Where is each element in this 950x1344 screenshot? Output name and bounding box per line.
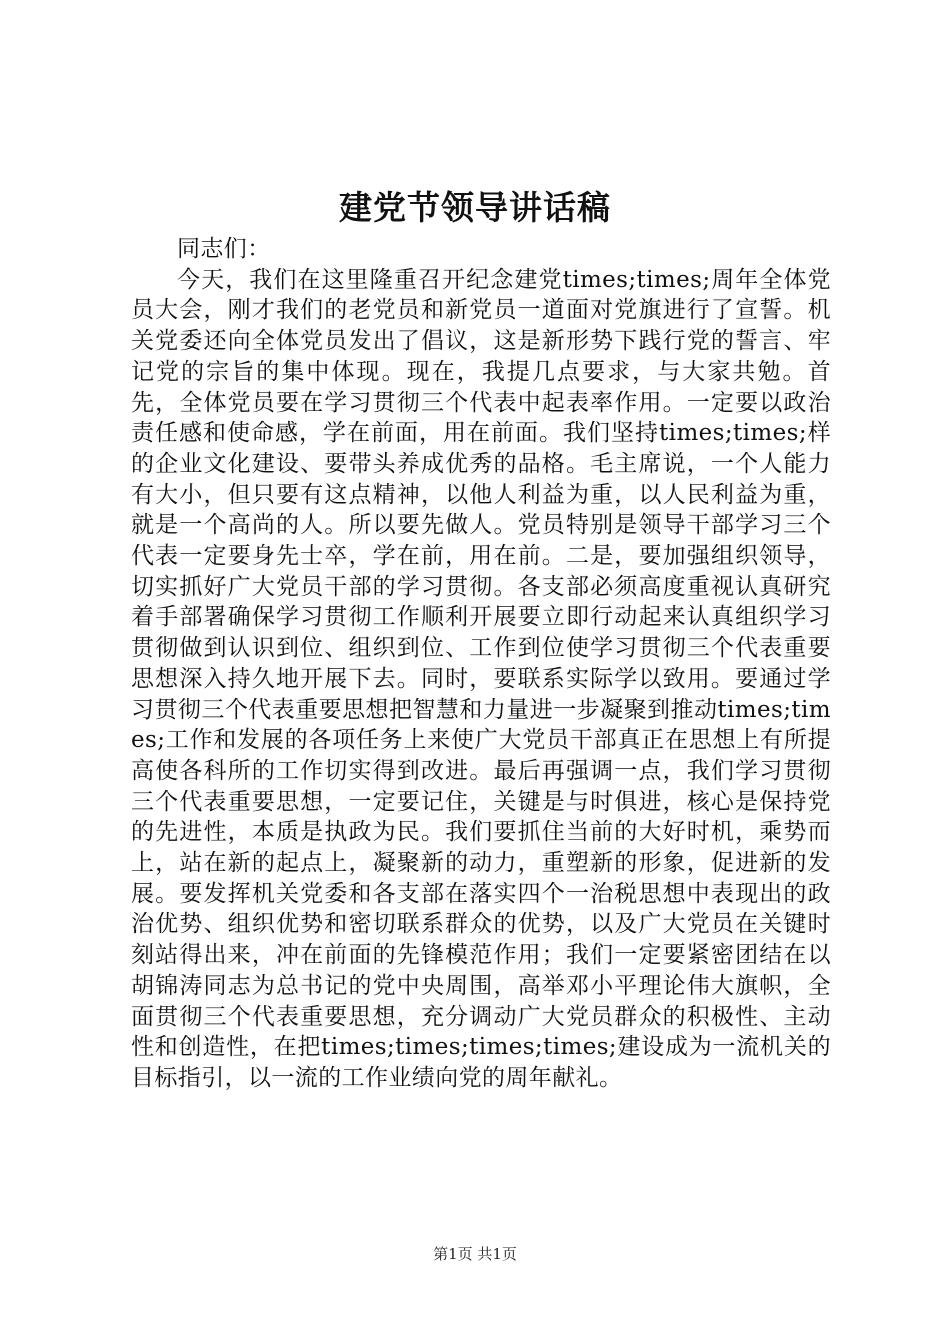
- page-number-footer: 第1页 共1页: [433, 1245, 517, 1263]
- document-body: [131, 234, 831, 1094]
- document-title: 建党节领导讲话稿: [339, 188, 611, 227]
- speech-paragraph: 今天，我们在这里隆重召开纪念建党times;times;周年全体党员大会，刚才我们的老党员和新党员一道面对党旗进行了宣誓。机关党委还向全体党员发出了倡议，这是新形势下践行党的誓言、牢记党的宗旨的集中体现。现在，我提几点要求，与大家共勉。首先，全体党员要在学习贯彻三个代表中起表率作用。一定要以政治责任感和使命感，学在前面，用在前面。我们坚持times;times;样的企业文化建设、要带头养成优秀的品格。毛主席说，一个人能力有大小，但只要有这点精神，以他人利益为重，以人民利益为重，就是一个高尚的人。所以要先做人。党员特别是领导干部学习三个代表一定要身先士卒，学在前，用在前。二是，要加强组织领导，切实抓好广大党员干部的学习贯彻。各支部必须高度重视认真研究着手部署确保学习贯彻工作顺利开展要立即行动起来认真组织学习贯彻做到认识到位、组织到位、工作到位使学习贯彻三个代表重要思想深入持久地开展下去。同时，要联系实际学以致用。要通过学习贯彻三个代表重要思想把智慧和力量进一步凝聚到推动times;times;工作和发展的各项任务上来使广大党员干部真正在思想上有所提高使各科所的工作切实得到改进。最后再强调一点，我们学习贯彻三个代表重要思想，一定要记住，关键是与时俱进，核心是保持党的先进性，本质是执政为民。我们要抓住当前的大好时机，乘势而上，站在新的起点上，凝聚新的动力，重塑新的形象，促进新的发展。要发挥机关党委和各支部在落实四个一治税思想中表现出的政治优势、组织优势和密切联系群众的优势，以及广大党员在关键时刻站得出来，冲在前面的先锋模范作用；我们一定要紧密团结在以胡锦涛同志为总书记的党中央周围，高举邓小平理论伟大旗帜，全面贯彻三个代表重要思想，充分调动广大党员群众的积极性、主动性和创造性，在把times;times;times;times;建设成为一流机关的目标指引，以一流的工作业绩向党的周年献礼。: [131, 266, 831, 1091]
- salutation-paragraph: 同志们：: [177, 236, 271, 262]
